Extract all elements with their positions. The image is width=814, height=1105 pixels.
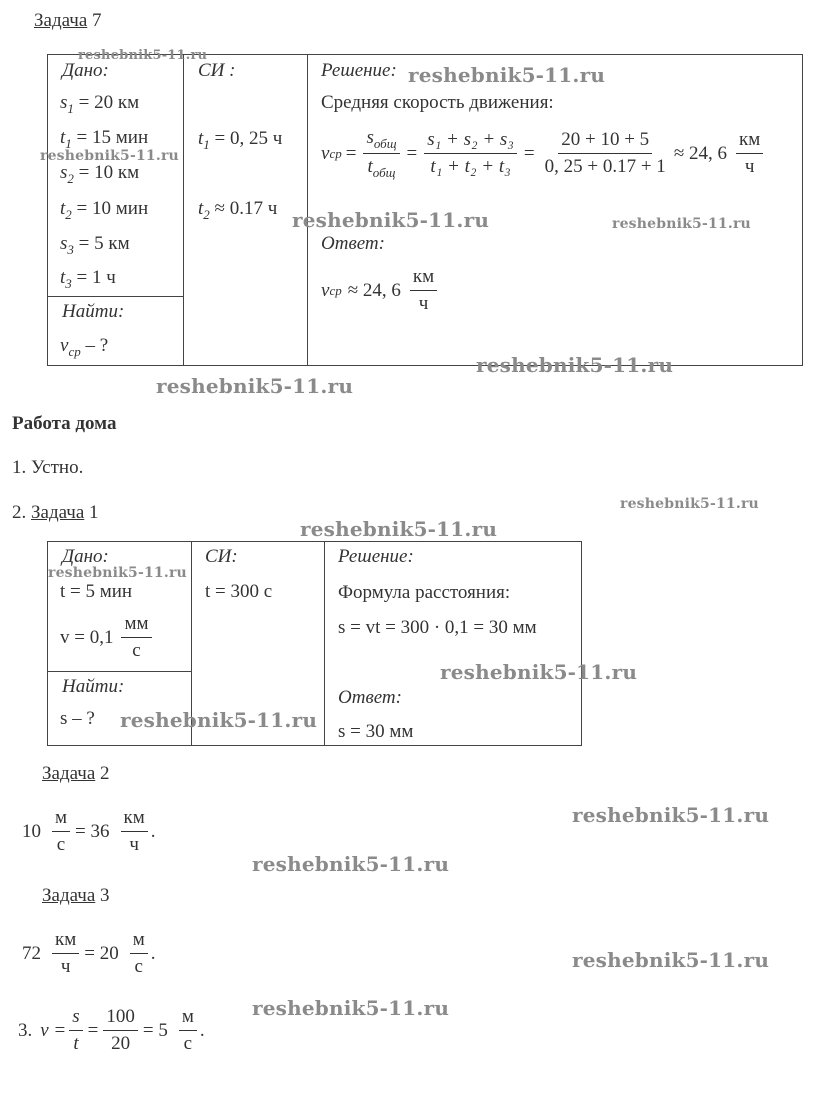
task1-given-t: t = 5 мин <box>60 581 133 602</box>
task7-given-t2 <box>60 198 148 223</box>
unit-km-h <box>736 129 763 179</box>
unit-km-h <box>52 929 79 979</box>
homework-item-2 <box>12 502 99 524</box>
find-label-text: Найти <box>62 301 118 322</box>
value: = 15 мин <box>76 127 149 148</box>
var: t <box>60 267 66 288</box>
numerator: s <box>69 1006 82 1031</box>
numerator: км <box>52 929 79 954</box>
sub: 1 <box>203 137 210 152</box>
var: s <box>60 92 68 113</box>
value: = 1 ч <box>76 267 116 288</box>
numerator: км <box>410 266 437 291</box>
task3-heading-number: 3 <box>100 885 110 906</box>
watermark: reshebnik5-11.ru <box>120 708 318 732</box>
equals: = <box>523 142 535 164</box>
task7-solution-text: Средняя скорость движения: <box>321 92 554 113</box>
sub: ср <box>329 282 342 298</box>
si-label-text: СИ <box>205 546 232 567</box>
task7-find-value <box>60 335 108 360</box>
task1-si-label <box>205 546 238 568</box>
task1-heading-word: Задача <box>31 502 85 523</box>
var: t <box>60 127 66 148</box>
denominator: t₁ + t₂ + t₃ <box>430 155 511 177</box>
sub: 1 <box>65 136 72 151</box>
denominator: t <box>73 1032 79 1054</box>
v-equals: v = <box>40 1019 67 1041</box>
value: 72 <box>22 942 41 964</box>
watermark: reshebnik5-11.ru <box>572 948 770 972</box>
colon: : <box>117 301 125 322</box>
task2-heading-number: 2 <box>100 763 110 784</box>
task1-answer-value: s = 30 мм <box>338 721 414 742</box>
numerator: мм <box>121 613 151 638</box>
numerator: км <box>121 807 148 832</box>
result: = 5 <box>142 1019 168 1041</box>
task1-find-label <box>62 676 124 698</box>
denominator: с <box>183 1032 193 1054</box>
unit-m-s <box>179 1006 197 1056</box>
denominator: с <box>56 833 66 855</box>
watermark: reshebnik5-11.ru <box>408 63 606 87</box>
task7-given-s2 <box>60 162 139 187</box>
task3-heading-word: Задача <box>42 885 96 906</box>
watermark: reshebnik5-11.ru <box>78 48 208 63</box>
value: v = 0,1 <box>60 626 114 648</box>
watermark: reshebnik5-11.ru <box>252 852 450 876</box>
sub: 1 <box>67 101 74 116</box>
numerator: м <box>179 1006 197 1031</box>
numerator: км <box>736 129 763 154</box>
watermark: reshebnik5-11.ru <box>440 660 638 684</box>
task3-equation <box>22 929 156 979</box>
var: t <box>198 198 204 219</box>
si-label-text: СИ <box>198 60 225 81</box>
answer-label-text: Ответ <box>338 687 396 708</box>
item-number: 3. <box>18 1019 33 1041</box>
equals: = <box>406 142 418 164</box>
denominator: ч <box>744 155 755 177</box>
value: ≈ 0.17 ч <box>214 198 278 219</box>
denominator: с <box>134 955 143 977</box>
colon: : <box>102 546 109 567</box>
watermark: reshebnik5-11.ru <box>612 216 751 232</box>
colon: : <box>117 676 125 697</box>
task1-col-divider-2 <box>324 541 325 746</box>
value: = 10 км <box>78 162 140 183</box>
var: s <box>60 162 68 183</box>
colon: : <box>378 233 385 254</box>
task1-given-find-divider <box>47 671 191 672</box>
given-label-text: Дано <box>62 60 103 81</box>
sub: 3 <box>67 242 74 257</box>
task7-given-label <box>62 60 109 82</box>
task7-col-divider-1 <box>183 54 184 366</box>
value: = 10 мин <box>76 198 149 219</box>
task7-heading <box>34 10 102 32</box>
numerator: м <box>52 807 70 832</box>
colon: : <box>231 546 238 567</box>
sub: 3 <box>65 276 72 291</box>
denominator: 0, 25 + 0.17 + 1 <box>544 155 666 177</box>
homework-item-1: 1. Устно. <box>12 457 84 478</box>
task7-heading-number: 7 <box>92 10 102 31</box>
task1-solution-label <box>338 546 414 568</box>
task2-equation <box>22 807 156 857</box>
var: t <box>367 155 373 177</box>
value: = 5 км <box>78 233 130 254</box>
task7-formula <box>321 127 766 180</box>
fraction-s-t-total <box>363 127 399 180</box>
rest: – ? <box>85 335 109 356</box>
equals: = <box>87 1019 99 1041</box>
numerator: м <box>130 929 148 954</box>
task7-si-t2 <box>198 198 277 223</box>
unit-m-s <box>52 807 70 857</box>
result: = 36 <box>75 820 110 842</box>
task7-given-s1 <box>60 92 139 117</box>
colon: : <box>102 60 109 81</box>
var: v <box>60 335 69 356</box>
period: . <box>150 942 156 964</box>
watermark: reshebnik5-11.ru <box>572 803 770 827</box>
numerator: s₁ + s₂ + s₃ <box>424 129 517 154</box>
task7-answer-label <box>321 233 385 255</box>
sub: общ <box>372 164 396 180</box>
task7-heading-word: Задача <box>34 10 88 31</box>
watermark: reshebnik5-11.ru <box>48 565 187 581</box>
result: = 20 <box>84 942 119 964</box>
denominator: ч <box>129 833 139 855</box>
colon: : <box>229 60 236 81</box>
value: = 0, 25 ч <box>214 128 283 149</box>
unit-km-h <box>121 807 148 857</box>
var: v <box>321 279 330 301</box>
task2-heading-word: Задача <box>42 763 96 784</box>
colon: : <box>395 687 402 708</box>
sub: 2 <box>65 207 72 222</box>
task1-answer-label <box>338 687 402 709</box>
value: = 20 км <box>78 92 140 113</box>
given-label-text: Дано <box>62 546 103 567</box>
task7-find-label <box>62 301 124 323</box>
find-label-text: Найти <box>62 676 118 697</box>
task7-solution-label <box>321 60 397 82</box>
task7-si-t1 <box>198 128 282 153</box>
result: ≈ 24, 6 <box>673 142 727 164</box>
colon: : <box>407 546 414 567</box>
task1-solution-formula: s = vt = 300 · 0,1 = 30 мм <box>338 617 537 638</box>
var: v <box>321 142 330 164</box>
watermark: reshebnik5-11.ru <box>300 517 498 541</box>
var: t <box>60 198 66 219</box>
task1-si-t: t = 300 с <box>205 581 273 602</box>
answer-label-text: Ответ <box>321 233 379 254</box>
task1-solution-text: Формула расстояния: <box>338 582 511 603</box>
task1-heading-number: 1 <box>89 502 99 523</box>
solution-label-text: Решение <box>321 60 391 81</box>
solution-label-text: Решение <box>338 546 408 567</box>
numerator: 100 <box>103 1006 138 1031</box>
var: s <box>60 233 68 254</box>
period: . <box>199 1019 205 1041</box>
fraction-sum <box>424 129 517 179</box>
watermark: reshebnik5-11.ru <box>156 374 354 398</box>
task7-given-t3 <box>60 267 116 292</box>
task3-heading <box>42 885 110 907</box>
period: . <box>150 820 156 842</box>
value: 10 <box>22 820 41 842</box>
unit-mm-s <box>121 613 151 663</box>
denominator: ч <box>60 955 71 977</box>
task1-find-value: s – ? <box>60 708 95 729</box>
task2-heading <box>42 763 110 785</box>
sub: 2 <box>203 207 210 222</box>
watermark: reshebnik5-11.ru <box>292 208 490 232</box>
task7-si-label <box>198 60 235 82</box>
task7-given-find-divider <box>47 296 183 297</box>
watermark: reshebnik5-11.ru <box>620 496 759 512</box>
value: ≈ 24, 6 <box>347 279 401 301</box>
watermark: reshebnik5-11.ru <box>252 996 450 1020</box>
item-number: 2. <box>12 502 27 523</box>
watermark: reshebnik5-11.ru <box>40 148 179 164</box>
sub: ср <box>329 145 342 161</box>
sub: 2 <box>67 171 74 186</box>
fraction-values <box>542 129 669 179</box>
equals: = <box>345 142 357 164</box>
unit-m-s <box>130 929 148 979</box>
task7-answer-value <box>321 266 440 316</box>
homework-title: Работа дома <box>12 413 117 434</box>
unit-km-h <box>410 266 437 316</box>
homework-item-3 <box>18 1006 205 1056</box>
task1-given-v <box>60 613 155 663</box>
fraction-s-t <box>69 1006 82 1056</box>
var: t <box>198 128 204 149</box>
colon: : <box>390 60 397 81</box>
fraction-100-20 <box>103 1006 138 1056</box>
var: s <box>366 127 374 148</box>
task7-given-s3 <box>60 233 130 258</box>
sub: ср <box>68 344 81 359</box>
denominator: ч <box>418 292 429 314</box>
numerator: 20 + 10 + 5 <box>558 129 652 154</box>
denominator: с <box>132 639 141 661</box>
sub: общ <box>373 136 397 151</box>
watermark: reshebnik5-11.ru <box>476 353 674 377</box>
denominator: 20 <box>111 1032 131 1054</box>
